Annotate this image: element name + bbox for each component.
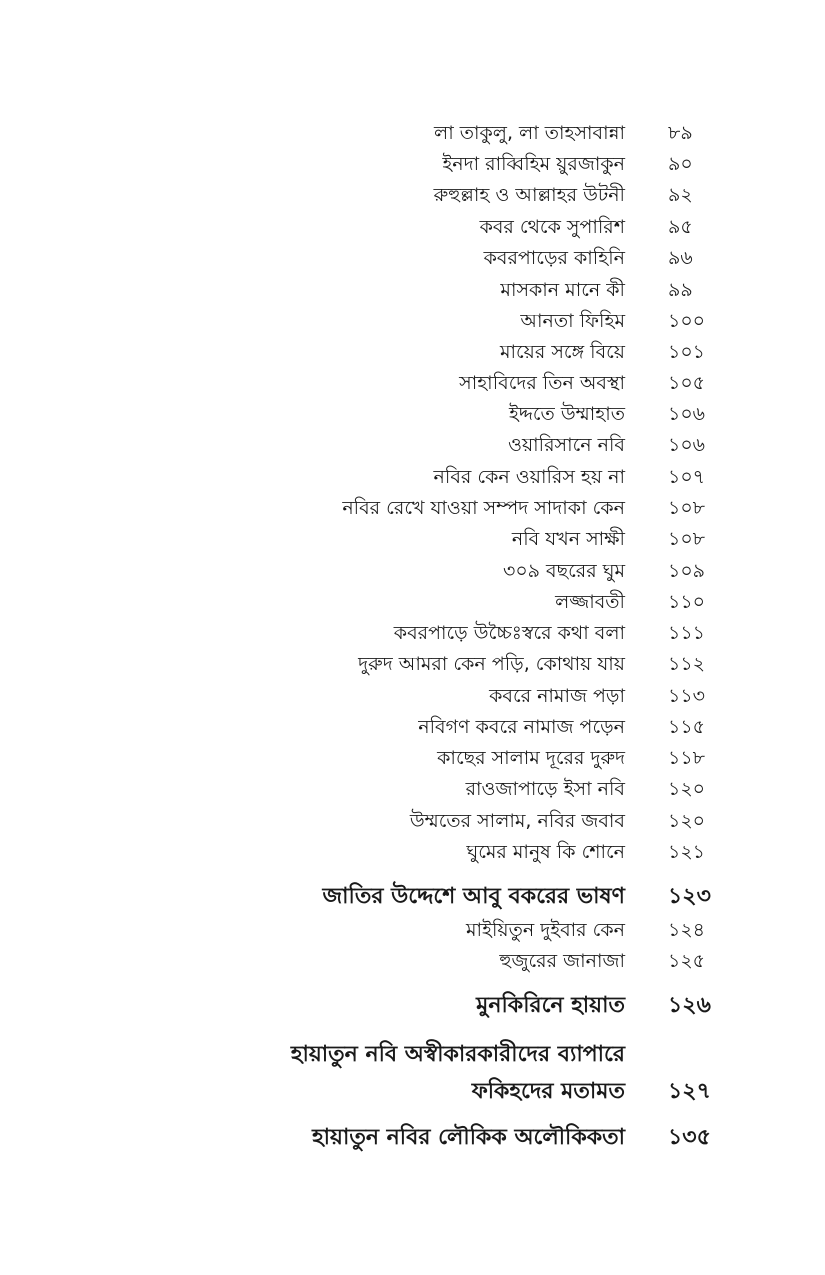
toc-entry-title: নবির রেখে যাওয়া সম্পদ সাদাকা কেন bbox=[342, 497, 625, 519]
toc-entry-title: নবিগণ কবরে নামাজ পড়েন bbox=[418, 716, 625, 738]
toc-entry-page: ১২৫ bbox=[668, 950, 706, 972]
toc-entry[interactable] bbox=[0, 837, 825, 867]
toc-entry-title: মায়ের সঙ্গে বিয়ে bbox=[499, 341, 625, 363]
toc-entry[interactable] bbox=[0, 118, 825, 148]
toc-entry-title: উম্মতের সালাম, নবির জবাব bbox=[409, 810, 625, 832]
toc-entry-title: নবির কেন ওয়ারিস হয় না bbox=[433, 466, 625, 488]
toc-entry-title: নবি যখন সাক্ষী bbox=[511, 528, 625, 550]
toc-entry-title: ইদ্দতে উম্মাহাত bbox=[508, 403, 625, 425]
toc-entry-title: দুরুদ আমরা কেন পড়ি, কোথায় যায় bbox=[358, 653, 625, 675]
toc-entry-page: ৯৬ bbox=[668, 247, 693, 269]
toc-entry-page: ১২০ bbox=[668, 778, 706, 800]
toc-section-title bbox=[205, 1036, 625, 1110]
toc-entry-page: ১০৭ bbox=[668, 466, 706, 488]
toc-entry[interactable] bbox=[0, 399, 825, 429]
toc-entry-page: ৯৯ bbox=[668, 279, 693, 301]
toc-entry-page: ৮৯ bbox=[668, 122, 693, 144]
toc-entry[interactable] bbox=[0, 712, 825, 742]
toc-entry[interactable] bbox=[0, 337, 825, 367]
toc-entry-page: ১২০ bbox=[668, 810, 706, 832]
toc-section-page: ১২৬ bbox=[668, 993, 711, 1018]
toc-section-miracles[interactable] bbox=[0, 1121, 825, 1155]
toc-section-title: জাতির উদ্দেশে আবু বকরের ভাষণ bbox=[322, 884, 625, 909]
toc-entry-title: আনতা ফিহিম bbox=[520, 310, 625, 332]
toc-entry-page: ১০১ bbox=[668, 341, 706, 363]
toc-entry-page: ১০৬ bbox=[668, 403, 706, 425]
toc-entry-title: হুজুরের জানাজা bbox=[499, 950, 625, 972]
toc-entry[interactable] bbox=[0, 743, 825, 773]
toc-entry-page: ১২৪ bbox=[668, 919, 706, 941]
toc-entry-page: ১০৮ bbox=[668, 528, 706, 550]
toc-entry[interactable] bbox=[0, 524, 825, 554]
toc-entry-title: কবর থেকে সুপারিশ bbox=[479, 216, 625, 238]
toc-entry-page: ১০৮ bbox=[668, 497, 706, 519]
toc-entry-page: ১০৯ bbox=[668, 560, 706, 582]
toc-entry-title: লজ্জাবতী bbox=[555, 591, 625, 613]
toc-sub-entry[interactable] bbox=[0, 946, 825, 976]
toc-entry-page: ১১৫ bbox=[668, 716, 705, 738]
toc-entry-page: ১১০ bbox=[668, 591, 706, 613]
toc-entry-page: ১১১ bbox=[668, 622, 705, 644]
toc-section-fiqh[interactable] bbox=[0, 1036, 825, 1116]
toc-section-abubakr[interactable] bbox=[0, 880, 825, 914]
toc-entry-title: রাওজাপাড়ে ইসা নবি bbox=[465, 778, 625, 800]
toc-entry[interactable] bbox=[0, 587, 825, 617]
toc-section-munkirine[interactable] bbox=[0, 989, 825, 1023]
toc-entry[interactable] bbox=[0, 774, 825, 804]
toc-entry[interactable] bbox=[0, 212, 825, 242]
toc-entry[interactable] bbox=[0, 306, 825, 336]
toc-entry-title: ওয়ারিসানে নবি bbox=[507, 434, 625, 456]
toc-entry-page: ১১৮ bbox=[668, 747, 705, 769]
toc-entry-page: ১০৫ bbox=[668, 372, 706, 394]
toc-section-title: মুনকিরিনে হায়াত bbox=[476, 993, 625, 1018]
toc-entry[interactable] bbox=[0, 180, 825, 210]
toc-entry[interactable] bbox=[0, 806, 825, 836]
toc-entry-page: ১২১ bbox=[668, 841, 706, 863]
toc-entry-page: ৯০ bbox=[668, 153, 693, 175]
toc-entry-title: মাইয়িতুন দুইবার কেন bbox=[466, 919, 625, 941]
toc-sub-entry[interactable] bbox=[0, 915, 825, 945]
toc-entry[interactable] bbox=[0, 149, 825, 179]
toc-entry[interactable] bbox=[0, 430, 825, 460]
toc-entry-title: ইনদা রাব্বিহিম য়ুরজাকুন bbox=[442, 153, 625, 175]
toc-entry[interactable] bbox=[0, 368, 825, 398]
toc-entry-title: ৩০৯ বছরের ঘুম bbox=[502, 560, 625, 582]
toc-entry[interactable] bbox=[0, 243, 825, 273]
toc-entry-title: লা তাকুলু, লা তাহসাবান্না bbox=[434, 122, 625, 144]
toc-section-page: ১২৩ bbox=[668, 884, 711, 909]
toc-entry-page: ১০০ bbox=[668, 310, 706, 332]
toc-entry-title: ঘুমের মানুষ কি শোনে bbox=[466, 841, 625, 863]
toc-entry-title: সাহাবিদের তিন অবস্থা bbox=[459, 372, 625, 394]
toc-entry[interactable] bbox=[0, 556, 825, 586]
toc-section-page: ১২৭ bbox=[668, 1079, 711, 1104]
toc-section-title: হায়াতুন নবির লৌকিক অলৌকিকতা bbox=[312, 1125, 625, 1150]
toc-entry[interactable] bbox=[0, 649, 825, 679]
toc-entry-page: ৯৫ bbox=[668, 216, 693, 238]
toc-entry[interactable] bbox=[0, 681, 825, 711]
toc-entry-page: ১০৬ bbox=[668, 434, 706, 456]
toc-entry-page: ৯২ bbox=[668, 184, 693, 206]
toc-entry[interactable] bbox=[0, 493, 825, 523]
toc-entry-title: কবরপাড়ে উচ্চৈঃস্বরে কথা বলা bbox=[393, 622, 625, 644]
toc-entry-title: কবরে নামাজ পড়া bbox=[489, 685, 625, 707]
toc-entry-title: মাসকান মানে কী bbox=[500, 279, 625, 301]
toc-section-page: ১৩৫ bbox=[668, 1125, 711, 1150]
toc-entry[interactable] bbox=[0, 462, 825, 492]
toc-entry-page: ১১২ bbox=[668, 653, 706, 675]
toc-entry-title: রুহুল্লাহ ও আল্লাহর উটনী bbox=[433, 184, 625, 206]
toc-section-title-line2: ফকিহদের মতামত bbox=[471, 1079, 625, 1104]
toc-entry[interactable] bbox=[0, 618, 825, 648]
toc-entry-title: কাছের সালাম দূরের দুরুদ bbox=[437, 747, 625, 769]
toc-entry[interactable] bbox=[0, 275, 825, 305]
toc-entry-title: কবরপাড়ের কাহিনি bbox=[483, 247, 625, 269]
toc-section-title-line1: হায়াতুন নবি অস্বীকারকারীদের ব্যাপারে bbox=[290, 1042, 625, 1067]
toc-entry-page: ১১৩ bbox=[668, 685, 706, 707]
